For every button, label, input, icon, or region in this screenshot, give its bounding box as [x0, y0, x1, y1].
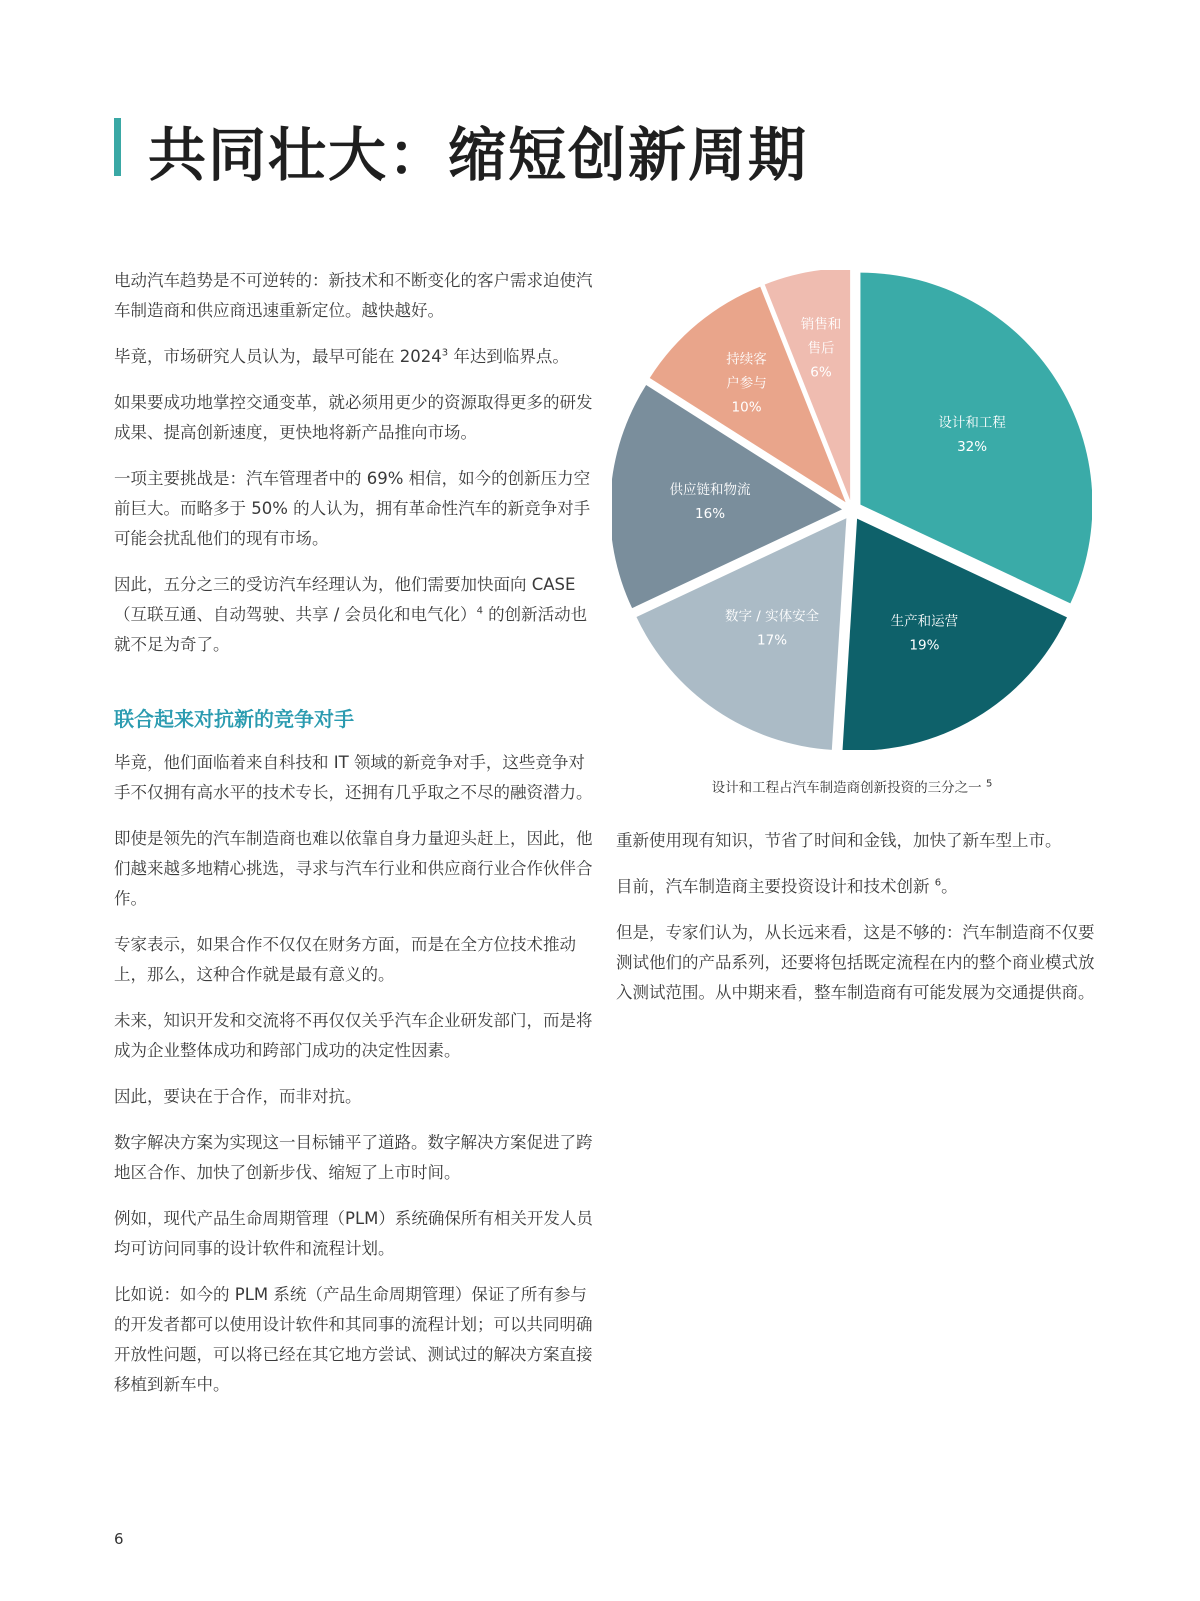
- pie-slice-label: 售后: [807, 340, 835, 357]
- pie-slice-label: 16%: [695, 506, 726, 523]
- footnote-ref: 3: [441, 347, 449, 359]
- page-title: 共同壮大：缩短创新周期: [148, 121, 809, 189]
- paragraph: 例如，现代产品生命周期管理（PLM）系统确保所有相关开发人员均可访问同事的设计软件和流程计划。: [114, 1209, 593, 1258]
- paragraph: 一项主要挑战是：汽车管理者中的 69% 相信，如今的创新压力空前巨大。而略多于 50% 的人认为，拥有革命性汽车的新竞争对手可能会扰乱他们的现有市场。: [114, 469, 591, 548]
- footnote-ref: 6: [934, 877, 942, 889]
- paragraph: 电动汽车趋势是不可逆转的：新技术和不断变化的客户需求迫使汽车制造商和供应商迅速重新定位。越快越好。: [114, 271, 593, 320]
- paragraph: 即使是领先的汽车制造商也难以依靠自身力量迎头赶上，因此，他们越来越多地精心挑选，寻求与汽车行业和供应商行业合作伙伴合作。: [114, 829, 593, 908]
- pie-slice-label: 19%: [909, 637, 940, 654]
- paragraph: 毕竟，他们面临着来自科技和 IT 领域的新竞争对手，这些竞争对手不仅拥有高水平的技术专长，还拥有几乎取之不尽的融资潜力。: [114, 753, 593, 802]
- paragraph: 未来，知识开发和交流将不再仅仅关乎汽车企业研发部门，而是将成为企业整体成功和跨部门成功的决定性因素。: [114, 1011, 593, 1060]
- pie-slice-label: 销售和: [800, 316, 842, 333]
- left-column: [114, 266, 594, 1416]
- paragraph: 专家表示，如果合作不仅仅在财务方面，而是在全方位技术推动上，那么，这种合作就是最有意义的。: [114, 935, 576, 984]
- page-number: 6: [114, 1530, 124, 1548]
- paragraph: 比如说：如今的 PLM 系统（产品生命周期管理）保证了所有参与的开发者都可以使用设计软件和其同事的流程计划；可以共同明确开放性问题，可以将已经在其它地方尝试、测试过的解决方案直接移植到新车中。: [114, 1285, 593, 1394]
- paragraph: 重新使用现有知识，节省了时间和金钱，加快了新车型上市。: [616, 831, 1062, 850]
- pie-slice-label: 供应链和物流: [669, 482, 751, 499]
- paragraph: 因此，五分之三的受访汽车经理认为，他们需要加快面向 CASE（互联互通、自动驾驶、共享 / 会员化和电气化）$^4$ 的创新活动也就不足为奇了。: [114, 575, 588, 654]
- pie-slice-label: 32%: [957, 438, 988, 455]
- footnote-ref: 4: [476, 605, 483, 617]
- investment-pie-chart: [612, 270, 1092, 750]
- footnote-ref: 5: [985, 778, 993, 790]
- paragraph: 毕竟，市场研究人员认为，最早可能在 2024$^3$ 年达到临界点。: [114, 347, 569, 366]
- paragraph: 数字解决方案为实现这一目标铺平了道路。数字解决方案促进了跨地区合作、加快了创新步伐、缩短了上市时间。: [114, 1133, 593, 1182]
- pie-slice-label: 10%: [731, 399, 762, 416]
- pie-slice-label: 生产和运营: [890, 613, 959, 630]
- pie-slice-label: 持续客: [726, 351, 767, 368]
- paragraph: 如果要成功地掌控交通变革，就必须用更少的资源取得更多的研发成果、提高创新速度，更快地将新产品推向市场。: [114, 393, 593, 442]
- paragraph: 目前，汽车制造商主要投资设计和技术创新 $^6$。: [616, 877, 958, 896]
- right-column: [616, 826, 1096, 1024]
- chart-caption: 设计和工程占汽车制造商创新投资的三分之一 $^5$: [711, 778, 993, 796]
- pie-slice-label: 户参与: [726, 375, 767, 392]
- pie-slice-label: 数字 / 实体安全: [724, 608, 820, 625]
- pie-slice-label: 6%: [810, 364, 832, 381]
- paragraph: 因此，要诀在于合作，而非对抗。: [114, 1087, 362, 1106]
- pie-slice-label: 17%: [757, 632, 788, 649]
- pie-slice-label: 设计和工程: [938, 414, 1006, 431]
- paragraph: 但是，专家们认为，从长远来看，这是不够的：汽车制造商不仅要测试他们的产品系列，还要将包括既定流程在内的整个商业模式放入测试范围。从中期来看，整车制造商有可能发展为交通提供商。: [616, 923, 1095, 1002]
- section-subheading: 联合起来对抗新的竞争对手: [114, 707, 354, 731]
- title-accent-bar: [114, 118, 121, 176]
